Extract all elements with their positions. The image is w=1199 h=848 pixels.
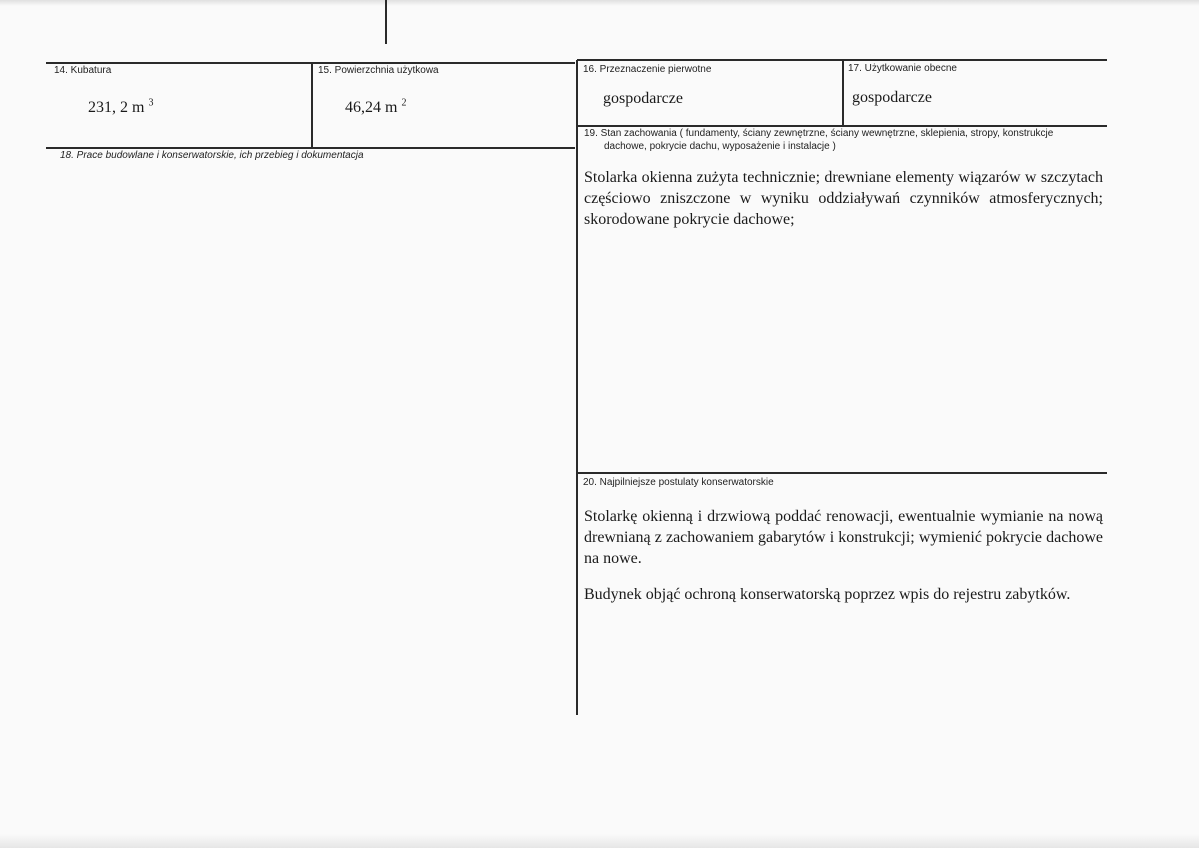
kubatura-label: 14. Kubatura [54,65,112,76]
stan-zachowania-label-line1: 19. Stan zachowania ( fundamenty, ściany zewnętrzne, ściany wewnętrzne, sklepienia, stropy, konstrukcje [584,128,1054,139]
divider-14-15 [311,62,313,148]
kubatura-number: 231, 2 m [88,99,145,116]
divider-16-17 [842,60,844,126]
uzytkowanie-label: 17. Użytkowanie obecne [848,63,957,74]
postulaty-text-1: Stolarkę okienną i drzwiową poddać renowacji, ewentualnie wymianie na nową drewnianą z zachowaniem gabarytów i konstrukcji; wymienić pokrycie dachowe na nowe. [584,508,1103,567]
powierzchnia-label: 15. Powierzchnia użytkowa [318,65,439,76]
row3-top-line-right [577,472,1107,474]
uzytkowanie-value: gospodarcze [852,89,932,106]
powierzchnia-value [345,99,406,117]
przeznaczenie-label: 16. Przeznaczenie pierwotne [583,64,712,75]
row2-top-line-right [577,125,1107,127]
powierzchnia-unit-sup: 2 [401,97,407,109]
postulaty-label: 20. Najpilniejsze postulaty konserwatorskie [583,477,774,488]
postulaty-text-2: Budynek objąć ochroną konserwatorską poprzez wpis do rejestru zabytków. [584,586,1071,603]
scan-top-edge [0,0,1199,6]
top-tick-line [385,0,387,44]
kubatura-unit-sup: 3 [148,97,154,109]
row2-top-line-left [46,147,575,149]
main-vertical-divider [576,60,578,715]
stan-zachowania-label-line2: dachowe, pokrycie dachu, wyposażenie i instalacje ) [604,141,836,152]
scan-bottom-edge [0,834,1199,848]
kubatura-value [88,99,153,117]
stan-zachowania-text: Stolarka okienna zużyta technicznie; drewniane elementy wiązarów w szczytach częściowo zniszczone w wyniku oddziaływań czynników atmosferycznych; skorodowane pokrycie dachowe; [584,169,1103,228]
powierzchnia-number: 46,24 m [345,99,398,116]
prace-budowlane-label: 18. Prace budowlane i konserwatorskie, ich przebieg i dokumentacja [60,150,364,161]
przeznaczenie-value: gospodarcze [603,90,683,107]
